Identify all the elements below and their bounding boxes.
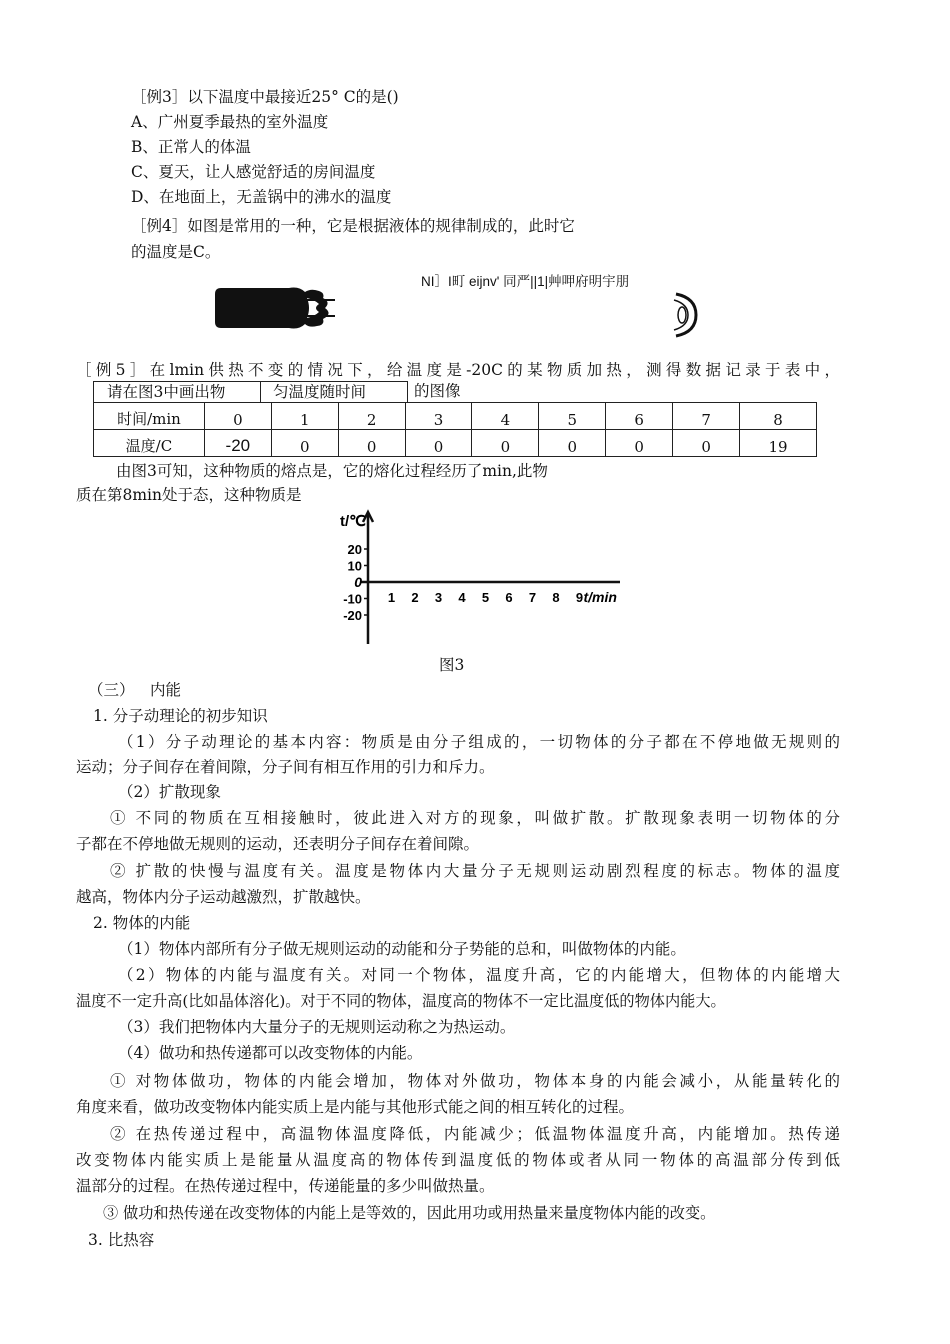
y-tick-label: 10	[347, 558, 362, 574]
figure3-chart	[320, 508, 620, 648]
time-header: 时间/min	[94, 403, 205, 430]
section-number: （三）	[88, 681, 135, 699]
paragraph-1-1-line1: （1）分子动理论的基本内容：物质是由分子组成的，一切物体的分子都在不停地做无规则的	[118, 733, 840, 751]
time-cell: 1	[271, 403, 338, 430]
time-cell: 6	[606, 403, 673, 430]
paragraph-2-1: （1）物体内部所有分子做无规则运动的动能和分子势能的总和，叫做物体的内能。	[118, 940, 686, 958]
x-tick-label: 6	[505, 590, 513, 605]
table-caption-part1: 请在图3中画出物	[93, 381, 261, 402]
paragraph-1-2-2-line2: 越高，物体内分子运动越激烈，扩散越快。	[76, 888, 371, 906]
time-cell: 8	[740, 403, 817, 430]
temperature-cell: 19	[740, 430, 817, 457]
x-tick-label: 1	[387, 590, 396, 605]
temperature-cell: 0	[338, 430, 405, 457]
temperature-header: 温度/C	[94, 430, 205, 457]
example5-intro: ［例5］在lmin供热不变的情况下，给温度是-20C的某物质加热，测得数据记录于表中，	[76, 361, 840, 379]
paragraph-2-4-1-line2: 角度来看，做功改变物体内能实质上是内能与其他形式能之间的相互转化的过程。	[76, 1098, 635, 1116]
thermometer-scale-text: NI］I町 eijnv' 同严||1|艸呷府明宇朋	[421, 274, 630, 289]
example3-option-b: B、正常人的体温	[131, 138, 251, 156]
example5-question-line1: 由图3可知，这种物质的熔点是，它的熔化过程经历了min,此物	[116, 462, 548, 480]
paragraph-2-4-2-line3: 温部分的过程。在热传递过程中，传递能量的多少叫做热量。	[76, 1177, 495, 1195]
time-cell: 4	[472, 403, 539, 430]
temperature-cell: -20	[204, 430, 271, 457]
example4-question-line2: 的温度是C。	[131, 243, 221, 261]
paragraph-2-4: （4）做功和热传递都可以改变物体的内能。	[118, 1044, 423, 1062]
x-tick-label: 2	[411, 590, 419, 605]
temperature-cell: 0	[405, 430, 472, 457]
example3-option-a: A、广州夏季最热的室外温度	[131, 113, 329, 131]
x-tick-label: 5	[481, 590, 490, 605]
time-cell: 3	[405, 403, 472, 430]
paragraph-2-4-1-line1: ① 对物体做功，物体的内能会增加，物体对外做功，物体本身的内能会减小，从能量转化的	[110, 1072, 840, 1090]
temperature-cell: 0	[539, 430, 606, 457]
paragraph-2-4-2-line2: 改变物体内能实质上是能量从温度高的物体传到温度低的物体或者从同一物体的高温部分传到低	[76, 1151, 840, 1169]
figure-caption: 图3	[439, 656, 465, 674]
paragraph-1-2-heading: （2）扩散现象	[118, 783, 221, 801]
temperature-cell: 0	[606, 430, 673, 457]
thermometer-bulb-image	[215, 278, 345, 338]
y-tick-label: -10	[343, 591, 362, 607]
paragraph-2-3: （3）我们把物体内大量分子的无规则运动称之为热运动。	[118, 1018, 516, 1036]
paragraph-2-2-line1: （2）物体的内能与温度有关。对同一个物体，温度升高，它的内能增大，但物体的内能增大	[118, 966, 840, 984]
temperature-cell: 0	[271, 430, 338, 457]
time-cell: 7	[673, 403, 740, 430]
paragraph-1-2-1-line2: 子都在不停地做无规则的运动，还表明分子间存在着间隙。	[76, 835, 480, 853]
time-cell: 0	[204, 403, 271, 430]
y-axis-label: t/℃	[340, 513, 367, 530]
paragraph-1-2-1-line1: ① 不同的物质在互相接触时，彼此进入对方的现象，叫做扩散。扩散现象表明一切物体的分	[110, 809, 840, 827]
table-row-temperature	[94, 430, 817, 457]
example5-question-line2: 质在第8min处于态，这种物质是	[76, 486, 302, 504]
x-tick-label: 9	[575, 590, 584, 605]
y-tick-label: 20	[347, 542, 362, 557]
thermometer-end-image	[670, 292, 700, 338]
paragraph-2-2-line2: 温度不一定升高(比如晶体溶化)。对于不同的物体，温度高的物体不一定比温度低的物体内能大。	[76, 992, 726, 1010]
subsection-3-heading: 3. 比热容	[88, 1231, 155, 1249]
example3-question: ［例3］以下温度中最接近25° C的是()	[131, 88, 399, 106]
section-title: 内能	[150, 681, 182, 699]
example4-question-line1: ［例4］如图是常用的一种，它是根据液体的规律制成的，此时它	[131, 217, 575, 235]
x-tick-label: 7	[528, 590, 537, 605]
x-axis-label: t/min	[583, 589, 617, 605]
paragraph-1-2-2-line1: ② 扩散的快慢与温度有关。温度是物体内大量分子无规则运动剧烈程度的标志。物体的温度	[110, 862, 840, 880]
subsection-2-heading: 2. 物体的内能	[93, 914, 191, 932]
x-tick-label: 8	[552, 590, 560, 605]
temperature-cell: 0	[472, 430, 539, 457]
paragraph-1-1-line2: 运动；分子间存在着间隙，分子间有相互作用的引力和斥力。	[76, 758, 495, 776]
example3-option-c: C、夏天，让人感觉舒适的房间温度	[131, 163, 376, 181]
x-tick-label: 4	[458, 590, 466, 605]
table-caption-part2: 匀温度随时间	[261, 381, 408, 402]
data-table	[93, 402, 817, 457]
example3-option-d: D、在地面上，无盖锅中的沸水的温度	[131, 188, 392, 206]
paragraph-2-4-3: ③ 做功和热传递在改变物体的内能上是等效的，因此用功或用热量来量度物体内能的改变。	[103, 1204, 716, 1222]
time-cell: 5	[539, 403, 606, 430]
y-tick-label: -20	[343, 608, 362, 623]
table-row-time	[94, 403, 817, 430]
paragraph-2-4-2-line1: ② 在热传递过程中，高温物体温度降低，内能减少；低温物体温度升高，内能增加。热传递	[110, 1125, 840, 1143]
time-cell: 2	[338, 403, 405, 430]
subsection-1-heading: 1. 分子动理论的初步知识	[93, 707, 268, 725]
table-caption-part3: 的图像	[414, 382, 461, 400]
y-tick-label: 0	[354, 574, 362, 590]
x-tick-label: 3	[434, 590, 443, 605]
temperature-cell: 0	[673, 430, 740, 457]
